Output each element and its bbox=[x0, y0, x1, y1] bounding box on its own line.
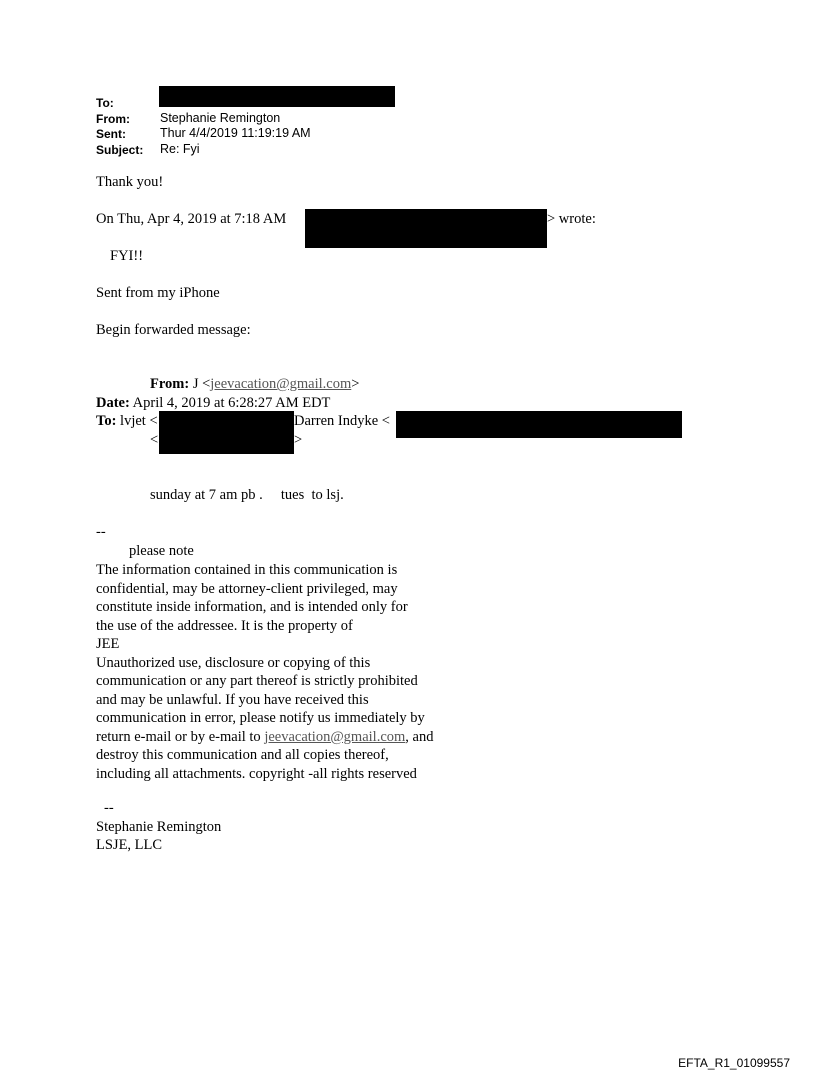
sent-label: Sent: bbox=[96, 127, 126, 141]
from-label: From: bbox=[96, 112, 130, 126]
disclaimer-line: destroy this communication and all copies thereof, bbox=[96, 747, 389, 763]
subject-label: Subject: bbox=[96, 143, 144, 157]
return-suffix: , and bbox=[405, 728, 434, 745]
subject-value: Re: Fyi bbox=[160, 142, 200, 156]
signature-company: LSJE, LLC bbox=[96, 837, 163, 853]
disclaimer-note: please note bbox=[129, 543, 194, 559]
disclaimer-line: and may be unlawful. If you have received this bbox=[96, 691, 369, 708]
disclaimer-line: communication in error, please notify us immediately by bbox=[96, 710, 425, 726]
disclaimer-line: communication or any part thereof is strictly prohibited bbox=[96, 673, 418, 689]
disclaimer-line: JEE bbox=[96, 636, 120, 652]
sent-value: Thur 4/4/2019 11:19:19 AM bbox=[160, 126, 311, 140]
signature-dashes: -- bbox=[104, 800, 114, 816]
disclaimer-line: Unauthorized use, disclosure or copying of this bbox=[96, 654, 371, 671]
disclaimer-dashes: -- bbox=[96, 524, 106, 540]
document-id: EFTA_R1_01099557 bbox=[678, 1056, 790, 1070]
fwd-from-close: > bbox=[351, 376, 360, 392]
to-label: To: bbox=[96, 96, 114, 110]
fwd-from-line bbox=[150, 376, 359, 393]
signature-name: Stephanie Remington bbox=[96, 819, 222, 835]
disclaimer-line: including all attachments. copyright -all rights reserved bbox=[96, 765, 417, 782]
fwd-to-line bbox=[96, 413, 158, 430]
sent-from-line: Sent from my iPhone bbox=[96, 285, 220, 301]
from-value: Stephanie Remington bbox=[160, 111, 281, 125]
on-wrote-prefix: On Thu, Apr 4, 2019 at 7:18 AM bbox=[96, 211, 287, 227]
fwd-to-first: lvjet < bbox=[120, 413, 158, 429]
disclaimer-return-line bbox=[96, 728, 433, 747]
redaction-to bbox=[159, 86, 395, 107]
redaction-sender bbox=[305, 209, 547, 248]
return-prefix: return e-mail or by e-mail to bbox=[96, 728, 265, 745]
fwd-date-label: Date: bbox=[96, 395, 130, 411]
fwd-date-line bbox=[96, 395, 330, 412]
return-email-link[interactable]: jeevacation@gmail.com bbox=[264, 728, 406, 745]
fwd-from-name: J < bbox=[192, 376, 211, 392]
fwd-to-label: To: bbox=[96, 413, 117, 429]
thanks-line: Thank you! bbox=[96, 174, 164, 190]
disclaimer-line: constitute inside information, and is intended only for bbox=[96, 599, 408, 615]
on-wrote-suffix: > wrote: bbox=[547, 211, 596, 227]
fwd-from-email-link[interactable]: jeevacation@gmail.com bbox=[210, 376, 352, 392]
disclaimer-line: confidential, may be attorney-client privileged, may bbox=[96, 580, 398, 597]
redaction-to-first bbox=[159, 411, 294, 454]
disclaimer-line: the use of the addressee. It is the property of bbox=[96, 617, 353, 634]
fwd-date-value: April 4, 2019 at 6:28:27 AM EDT bbox=[132, 395, 331, 411]
begin-forwarded-line: Begin forwarded message: bbox=[96, 322, 251, 338]
disclaimer-block bbox=[96, 561, 433, 783]
fwd-from-label: From: bbox=[150, 376, 190, 392]
fwd-to-second: Darren Indyke < bbox=[294, 413, 390, 429]
fwd-message: sunday at 7 am pb . tues to lsj. bbox=[150, 487, 344, 503]
fyi-line: FYI!! bbox=[110, 248, 144, 264]
redaction-to-second bbox=[396, 411, 682, 438]
disclaimer-line: The information contained in this communication is bbox=[96, 562, 398, 578]
fwd-to-line2-close: > bbox=[294, 432, 303, 448]
fwd-to-line2-open: < bbox=[150, 432, 159, 448]
